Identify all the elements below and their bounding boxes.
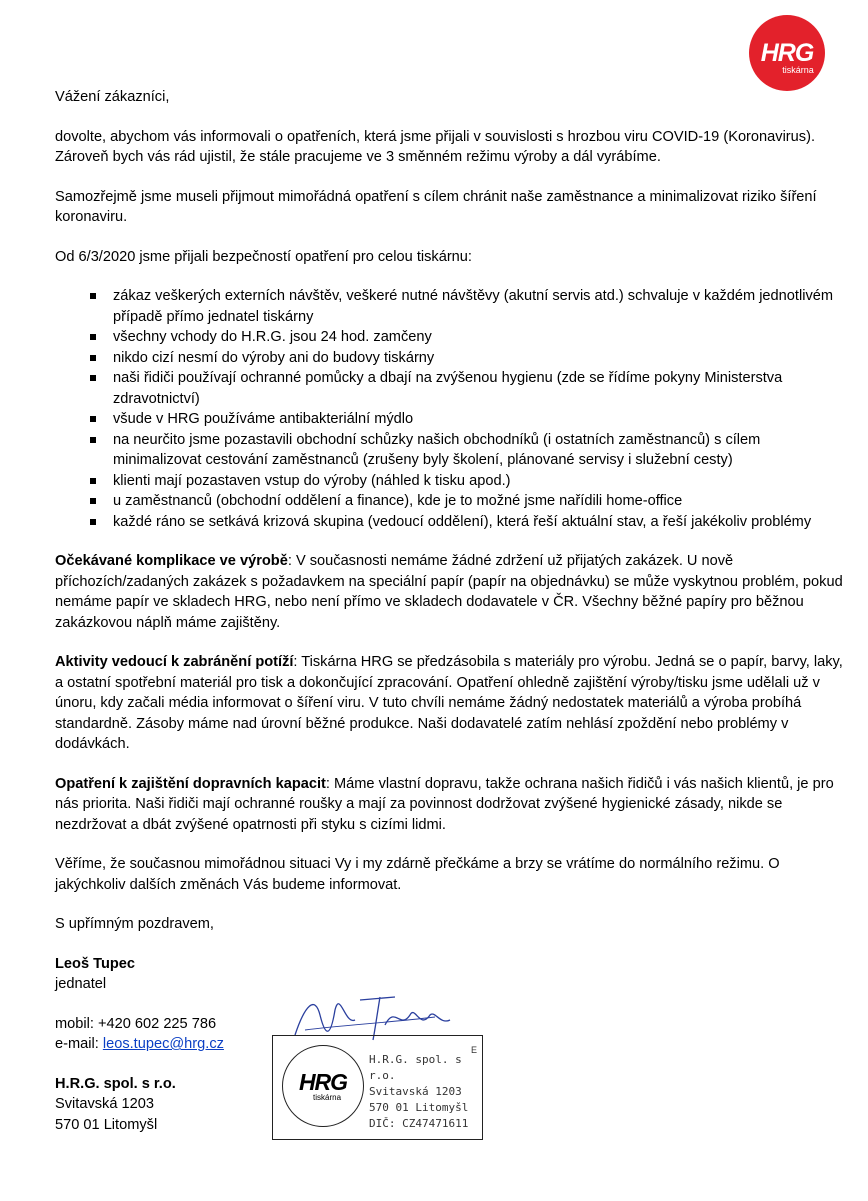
stamp-line: Svitavská 1203 xyxy=(369,1085,462,1098)
letter-body xyxy=(55,87,845,1135)
stamp-line: H.R.G. spol. s r.o. xyxy=(369,1053,462,1082)
section-transport-text: : Máme vlastní dopravu, takže ochrana našich řidičů i vás našich klientů, je pro nás priorita. Naši řidiči mají ochranné roušky a mají za povinnost dodržovat zvýšené hygienické zásady, nikde se nezdržovat a dbát zvýšené opatrnosti při styku s cizími lidmi. xyxy=(55,775,834,833)
stamp-line: DIČ: CZ47471611 xyxy=(369,1117,469,1130)
logo-sub: tiskárna xyxy=(782,65,814,75)
paragraph-final: Věříme, že současnou mimořádnou situaci Vy i my zdárně přečkáme a brzy se vrátíme do normálního režimu. O jakýchkoliv dalších změnách Vás budeme informovat. xyxy=(55,856,780,893)
signatory-role: jednatel xyxy=(55,976,107,992)
list-item: všude v HRG používáme antibakteriální mýdlo xyxy=(113,409,845,430)
section-activities-heading: Aktivity vedoucí k zabránění potíží xyxy=(55,654,294,670)
stamp-brand: HRG xyxy=(298,1069,348,1095)
list-item: každé ráno se setkává krizová skupina (vedoucí oddělení), která řeší aktuální stav, a řeší jakékoliv problémy xyxy=(113,512,845,533)
email-link[interactable]: leos.tupec@hrg.cz xyxy=(102,1036,224,1052)
list-item: klienti mají pozastaven vstup do výroby (náhled k tisku apod.) xyxy=(113,471,845,492)
section-complications xyxy=(55,551,845,633)
signatory-name-text: Leoš Tupec xyxy=(55,955,136,972)
list-item: zákaz veškerých externích návštěv, veškeré nutné návštěvy (akutní servis atd.) schvaluje v každém jednotlivém případě přímo jednatel tiskárny xyxy=(113,286,845,327)
list-item: nikdo cizí nesmí do výroby ani do budovy tiskárny xyxy=(113,348,845,369)
logo-brand: HRG xyxy=(760,39,814,67)
measures-list xyxy=(55,286,845,532)
company-name-text: H.R.G. spol. s r.o. xyxy=(55,1075,176,1092)
company-street: Svitavská 1203 xyxy=(55,1096,154,1112)
paragraph-measures-reason: Samozřejmě jsme museli přijmout mimořádná opatření s cílem chránit naše zaměstnance a minimalizovat riziko šíření koronaviru. xyxy=(55,188,817,225)
stamp-logo xyxy=(282,1045,364,1127)
mobile: mobil: +420 602 225 786 xyxy=(55,1015,217,1032)
section-transport-heading: Opatření k zajištění dopravních kapacit xyxy=(55,775,326,792)
greeting: Vážení zákazníci, xyxy=(55,89,170,105)
signatory-name xyxy=(55,954,845,975)
paragraph-measures-date: Od 6/3/2020 jsme přijali bezpečností opatření pro celou tiskárnu: xyxy=(55,248,472,265)
stamp-text xyxy=(369,1052,482,1132)
company-city: 570 01 Litomyšl xyxy=(55,1116,158,1133)
section-complications-heading: Očekávané komplikace ve výrobě xyxy=(55,553,288,569)
stamp-line: 570 01 Litomyšl xyxy=(369,1101,469,1114)
section-complications-text: : V současnosti nemáme žádné zdržení už přijatých zakázek. U nově příchozích/zadaných zakázek s požadavkem na speciální papír (papír na objednávku) se může vyskytnou problém, pokud nemáme papír ve skladech HRG, nebo není přímo ve skladech dodavatele v ČR. Všechny běžné papíry pro běžnou zakázkovou náplň máme zajištěny. xyxy=(55,553,843,631)
stamp-mark: E xyxy=(470,1045,477,1055)
paragraph-intro: dovolte, abychom vás informovali o opatřeních, která jsme přijali v souvislosti s hrozbou viru COVID-19 (Koronavirus). Zároveň bych vás rád ujistil, že stále pracujeme ve 3 směnném režimu výroby a dál vyrábíme. xyxy=(55,128,815,165)
section-transport xyxy=(55,774,845,836)
section-activities-text: : Tiskárna HRG se předzásobila s materiály pro výrobu. Jedná se o papír, barvy, laky, a ostatní spotřební materiál pro tisk a dokončující zpracování. Opatření ohledně zajištění výroby/tisku jsme udělali už v únoru, kdy začali média informovat o šíření viru. V tuto chvíli nemáme žádný nedostatek materiálů a výroba probíhá standardně. Zásoby máme nad úrovní běžné produkce. Naši dodavatelé zatím nehlásí zpoždění nebo problémy v dodávkách. xyxy=(55,654,843,752)
stamp-sub: tiskárna xyxy=(313,1093,342,1102)
email-label: e-mail: xyxy=(55,1036,103,1052)
list-item: na neurčito jsme pozastavili obchodní schůzky našich obchodníků (i ostatních zaměstnanců) s cílem minimalizovat cestování zaměstnanců (zrušeny byly školení, plánované servisy i služební cesty) xyxy=(113,430,845,471)
list-item: u zaměstnanců (obchodní oddělení a finance), kde je to možné jsme nařídili home-office xyxy=(113,491,845,512)
list-item: naši řidiči používají ochranné pomůcky a dbají na zvýšenou hygienu (zde se řídíme pokyny Ministerstva zdravotnictví) xyxy=(113,368,845,409)
list-item: všechny vchody do H.R.G. jsou 24 hod. zamčeny xyxy=(113,327,845,348)
company-stamp xyxy=(272,1035,483,1140)
hrg-logo xyxy=(749,15,825,91)
closing: S upřímným pozdravem, xyxy=(55,916,214,932)
section-activities xyxy=(55,652,845,755)
